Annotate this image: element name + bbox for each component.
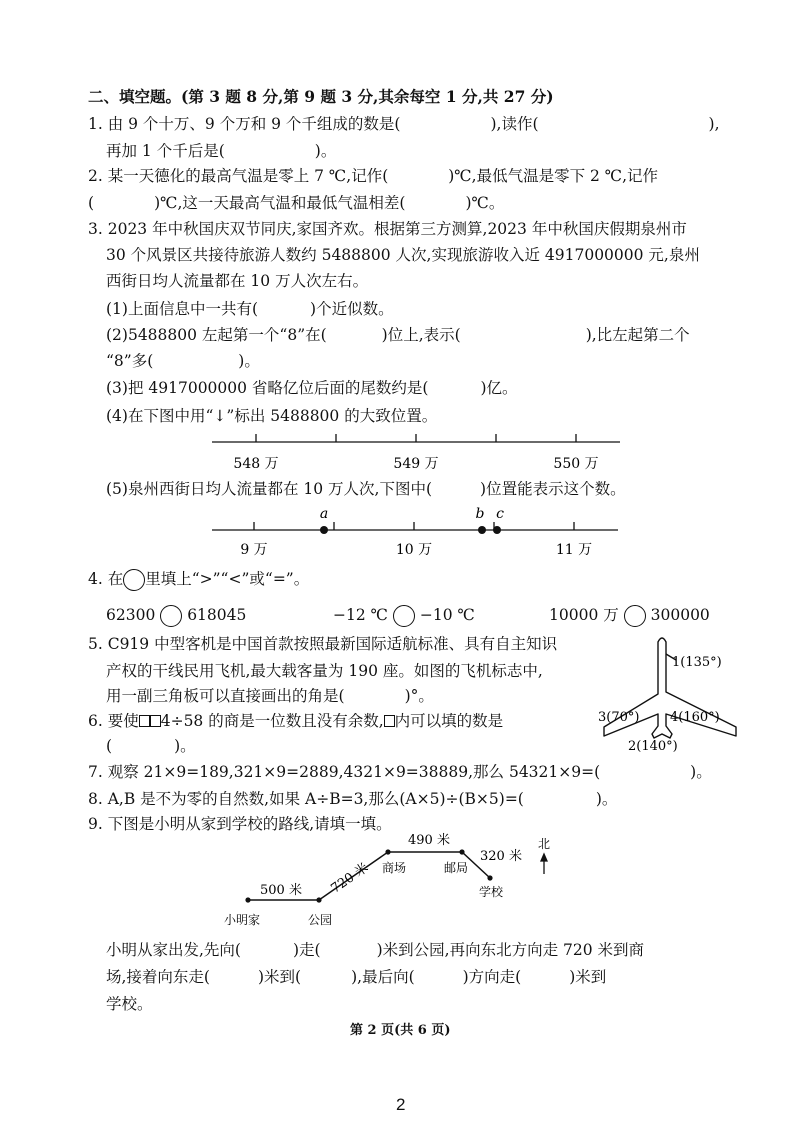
question-3-part-5: (5)泉州西街日均人流量都在 10 万人次,下图中( )位置能表示这个数。	[106, 480, 626, 498]
question-3-line-1: 3. 2023 年中秋国庆双节同庆,家国齐欢。根据第三方测算,2023 年中秋国庆假期泉州市	[88, 220, 687, 238]
north-label: 北	[538, 837, 551, 851]
page-footer: 第 2 页(共 6 页)	[350, 1023, 451, 1038]
distance-label: 720 米	[328, 860, 372, 897]
compare-item-2: −12 ℃ −10 ℃	[333, 604, 475, 627]
tick-label: 548 万	[233, 456, 279, 472]
question-8: 8. A,B 是不为零的自然数,如果 A÷B=3,那么(A×5)÷(B×5)=( )。	[88, 790, 618, 808]
question-4-line-1: 4. 在 里填上“>”“<”或“=”。	[88, 568, 309, 591]
question-5-line-1: 5. C919 中型客机是中国首款按照最新国际适航标准、具有自主知识	[88, 635, 558, 653]
point-b	[478, 526, 486, 534]
compare-circle[interactable]	[123, 569, 145, 591]
point-label: b	[475, 506, 485, 522]
tick-label: 550 万	[553, 456, 599, 472]
place-home: 小明家	[224, 913, 261, 927]
question-9-line-3: 学校。	[106, 995, 153, 1013]
digit-box[interactable]	[150, 715, 161, 727]
question-3-line-3: 西街日均人流量都在 10 万人次左右。	[106, 272, 369, 290]
compare-circle[interactable]	[160, 605, 182, 627]
distance-label: 500 米	[260, 883, 302, 898]
question-6-line-1: 6. 要使 4÷58 的商是一位数且没有余数, 内可以填的数是	[88, 712, 504, 730]
compare-item-1: 62300 618045	[106, 604, 246, 627]
tick-label: 10 万	[395, 542, 433, 558]
question-7: 7. 观察 21×9=189,321×9=2889,4321×9=38889,那么 54321×9=( )。	[88, 763, 712, 781]
number-line-1[interactable]	[200, 428, 630, 474]
digit-box[interactable]	[139, 715, 150, 727]
question-5-line-3: 用一副三角板可以直接画出的角是( )°。	[106, 687, 434, 705]
tick-label: 9 万	[240, 542, 268, 558]
question-5-line-2: 产权的干线民用飞机,最大载客量为 190 座。如图的飞机标志中,	[106, 662, 543, 680]
question-1-line-1: 1. 由 9 个十万、9 个万和 9 个千组成的数是( ),读作( ),	[88, 115, 720, 133]
section-title: 二、填空题。(第 3 题 8 分,第 9 题 3 分,其余每空 1 分,共 27 分)	[88, 87, 554, 106]
down-arrow-icon: ↓	[213, 407, 227, 425]
point-label: c	[496, 506, 504, 522]
question-3-part-2-cont: “8”多( )。	[106, 352, 260, 370]
north-arrow-icon	[541, 854, 547, 874]
page-number: 2	[396, 1095, 406, 1114]
question-3-part-3: (3)把 4917000000 省略亿位后面的尾数约是( )亿。	[106, 379, 518, 397]
airplane-logo-figure	[596, 632, 766, 762]
question-3-part-2: (2)5488800 左起第一个“8”在( )位上,表示( ),比左起第二个	[106, 326, 690, 344]
tick-label: 549 万	[393, 456, 439, 472]
distance-label: 490 米	[408, 833, 450, 848]
question-3-line-2: 30 个风景区共接待旅游人数约 5488800 人次,实现旅游收入近 4917000000 元,泉州	[106, 246, 700, 264]
angle-label-2: 2(140°)	[628, 739, 678, 754]
place-school: 学校	[479, 885, 504, 899]
compare-circle[interactable]	[393, 605, 415, 627]
route-map	[200, 830, 570, 936]
question-9-line-2: 场,接着向东走( )米到( ),最后向( )方向走( )米到	[106, 968, 607, 986]
angle-label-4: 4(160°)	[670, 710, 720, 725]
angle-label-1: 1(135°)	[672, 655, 722, 670]
question-6-line-2: ( )。	[106, 737, 196, 755]
question-2-line-2: ( )℃,这一天最高气温和最低气温相差( )℃。	[88, 194, 505, 212]
compare-circle[interactable]	[624, 605, 646, 627]
question-1-line-2: 再加 1 个千后是( )。	[106, 142, 337, 160]
question-3-part-1: (1)上面信息中一共有( )个近似数。	[106, 300, 394, 318]
question-9-title: 9. 下图是小明从家到学校的路线,请填一填。	[88, 815, 392, 833]
place-park: 公园	[308, 913, 333, 927]
distance-label: 320 米	[480, 849, 522, 864]
number-line-2	[200, 504, 630, 560]
angle-label-3: 3(70°)	[598, 710, 640, 725]
compare-item-3: 10000 万 300000	[549, 604, 710, 627]
tick-label: 11 万	[555, 542, 593, 558]
point-a	[320, 526, 328, 534]
question-2-line-1: 2. 某一天德化的最高气温是零上 7 ℃,记作( )℃,最低气温是零下 2 ℃,记作	[88, 167, 659, 185]
question-9-line-1: 小明从家出发,先向( )走( )米到公园,再向东北方向走 720 米到商	[106, 941, 645, 959]
point-label: a	[319, 506, 329, 522]
place-post-office: 邮局	[444, 861, 469, 875]
place-mall: 商场	[382, 861, 407, 875]
question-3-part-4: (4)在下图中用“↓”标出 5488800 的大致位置。	[106, 407, 438, 425]
digit-box	[384, 715, 395, 727]
point-c	[493, 526, 501, 534]
